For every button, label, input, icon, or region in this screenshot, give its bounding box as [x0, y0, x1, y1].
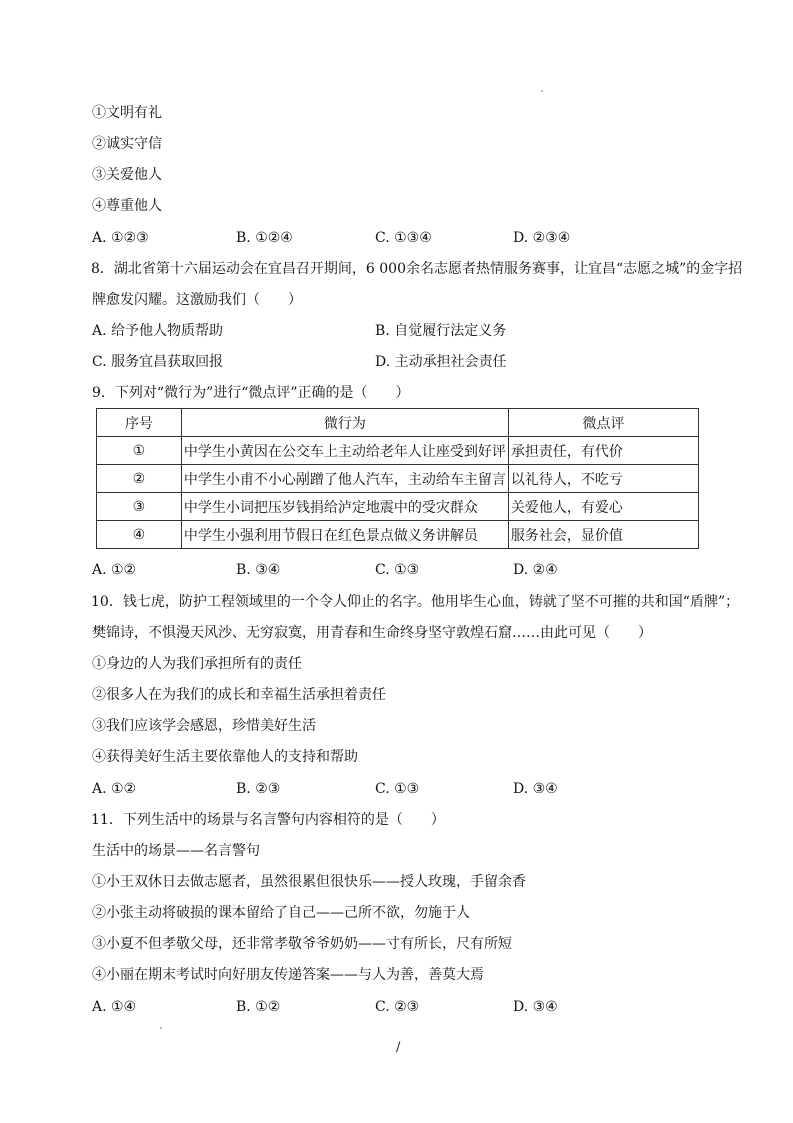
q9-option-d: D. ②④: [513, 562, 558, 578]
table-cell: 中学生小词把压岁钱捐给泸定地震中的受灾群众: [181, 493, 508, 521]
q10-stem-line-2: 樊锦诗，不惧漫天风沙、无穷寂寞，用青春和生命终身坚守敦煌石窟……由此可见（ ）: [92, 625, 652, 641]
q11-subhead: 生活中的场景——名言警句: [92, 843, 260, 859]
table-header-row: [97, 409, 699, 437]
speck-mark: [541, 90, 543, 92]
table-cell: 中学生小强利用节假日在红色景点做义务讲解员: [181, 521, 508, 549]
q11-item-2: ②小张主动将破损的课本留给了自己——己所不欲，勿施于人: [92, 905, 470, 921]
q10-option-b: B. ②③: [236, 781, 281, 797]
q9-option-c: C. ①③: [375, 562, 420, 578]
table-cell: 中学生小黄因在公交车上主动给老年人让座受到好评: [181, 437, 508, 465]
q11-option-d: D. ③④: [513, 999, 558, 1015]
q7-option-c: C. ①③④: [375, 230, 432, 246]
q10-option-c: C. ①③: [375, 781, 420, 797]
q9-stem: 9．下列对“微行为”进行“微点评”正确的是（ ）: [92, 385, 410, 401]
table-header-cell: 序号: [97, 409, 182, 437]
table-header-cell: 微点评: [508, 409, 698, 437]
q11-item-3: ③小夏不但孝敬父母，还非常孝敬爷爷奶奶——寸有所长，尺有所短: [92, 936, 512, 952]
q8-option-c: C. 服务宜昌获取回报: [92, 354, 224, 370]
q7-option-d: D. ②③④: [513, 230, 571, 246]
q11-option-a: A. ①④: [92, 999, 137, 1015]
q11-option-c: C. ②③: [375, 999, 420, 1015]
q8-option-d: D. 主动承担社会责任: [375, 354, 507, 370]
q11-option-b: B. ①②: [236, 999, 281, 1015]
q8-option-b: B. 自觉履行法定义务: [375, 323, 507, 339]
q11-item-4: ④小丽在期末考试时向好朋友传递答案——与人为善，善莫大焉: [92, 967, 484, 983]
q10-option-a: A. ①②: [92, 781, 137, 797]
table-cell: ①: [97, 437, 182, 465]
page-number: /: [396, 1040, 401, 1055]
table-cell: ③: [97, 493, 182, 521]
q8-stem-line-1: 8．湖北省第十六届运动会在宜昌召开期间，6 000余名志愿者热情服务赛事，让宜昌“志愿之城”的金字招: [91, 261, 743, 277]
q8-option-a: A. 给予他人物质帮助: [92, 323, 224, 339]
q10-item-2: ②很多人在为我们的成长和幸福生活承担着责任: [92, 687, 386, 703]
table-cell: ④: [97, 521, 182, 549]
table-cell: 服务社会，显价值: [508, 521, 698, 549]
table-row: [97, 521, 699, 549]
table-row: [97, 437, 699, 465]
q10-stem-line-1: 10．钱七虎，防护工程领域里的一个令人仰止的名字。他用毕生心血，铸就了坚不可摧的共和国“盾牌”；: [91, 594, 740, 610]
q7-item-2: ②诚实守信: [92, 136, 162, 152]
q10-item-3: ③我们应该学会感恩，珍惜美好生活: [92, 718, 316, 734]
q7-item-1: ①文明有礼: [92, 105, 162, 121]
table-row: [97, 465, 699, 493]
table-cell: 承担责任，有代价: [508, 437, 698, 465]
table-cell: 中学生小甫不小心剐蹭了他人汽车，主动给车主留言: [181, 465, 508, 493]
q9-table: [96, 408, 699, 549]
q11-item-1: ①小王双休日去做志愿者，虽然很累但很快乐——授人玫瑰，手留余香: [92, 874, 526, 890]
q8-stem-line-2: 牌愈发闪耀。这激励我们（ ）: [92, 292, 302, 308]
q10-item-4: ④获得美好生活主要依靠他人的支持和帮助: [92, 749, 358, 765]
speck-mark: [160, 1027, 162, 1029]
q7-item-3: ③关爱他人: [92, 167, 162, 183]
q11-stem: 11．下列生活中的场景与名言警句内容相符的是（ ）: [91, 812, 445, 828]
table-header-cell: 微行为: [181, 409, 508, 437]
table-cell: ②: [97, 465, 182, 493]
table-row: [97, 493, 699, 521]
q7-option-b: B. ①②④: [236, 230, 293, 246]
q9-option-b: B. ③④: [236, 562, 281, 578]
table-cell: 关爱他人，有爱心: [508, 493, 698, 521]
q7-option-a: A. ①②③: [92, 230, 149, 246]
q10-item-1: ①身边的人为我们承担所有的责任: [92, 656, 302, 672]
table-cell: 以礼待人，不吃亏: [508, 465, 698, 493]
q10-option-d: D. ③④: [513, 781, 558, 797]
q9-option-a: A. ①②: [92, 562, 137, 578]
q7-item-4: ④尊重他人: [92, 198, 162, 214]
